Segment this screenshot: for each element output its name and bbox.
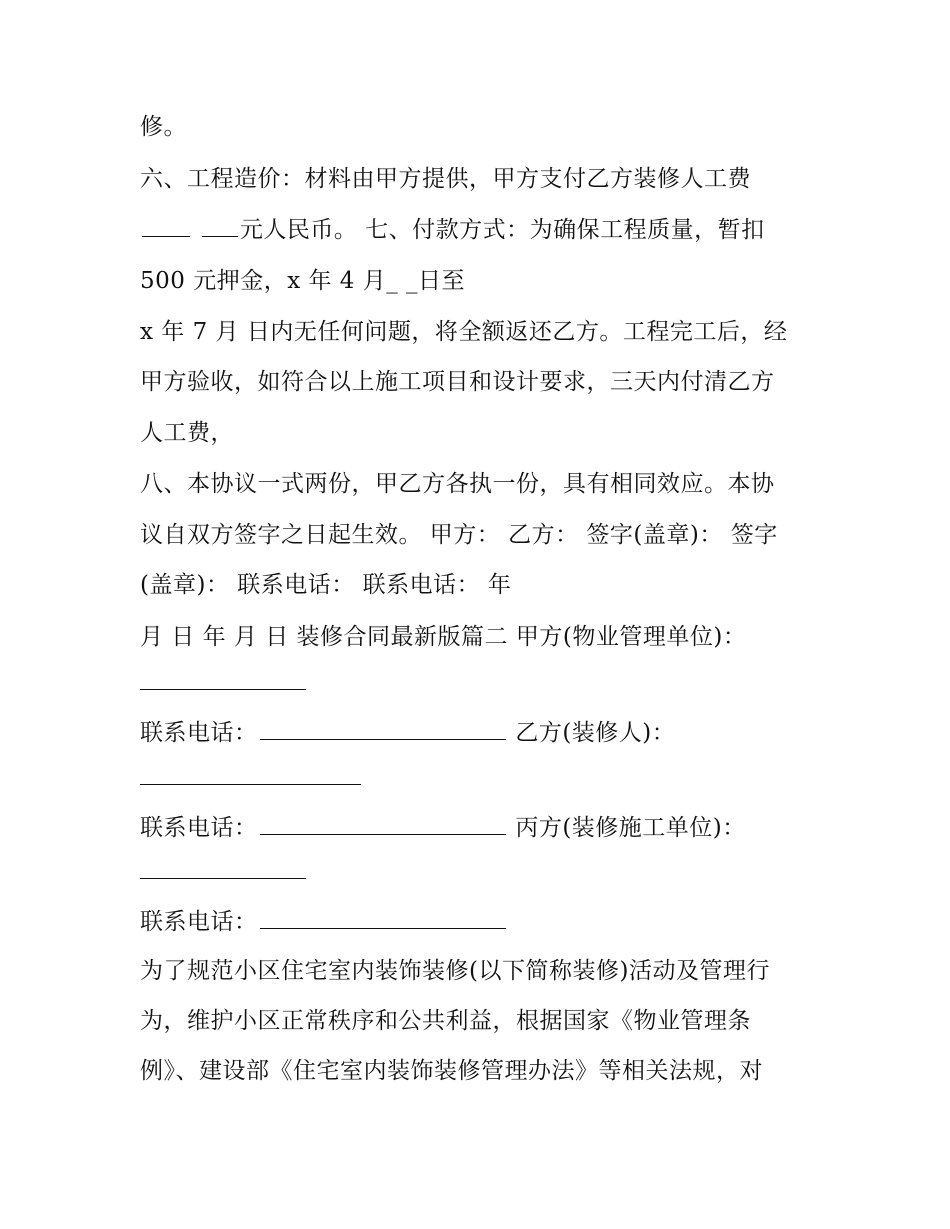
phone-blank-line <box>260 906 506 929</box>
signature-blank-line <box>140 878 306 880</box>
phone-blank-line <box>260 812 506 835</box>
line-text: (盖章)： 联系电话： 联系电话： 年 <box>140 572 512 598</box>
line-text: 为，维护小区正常秩序和公共利益，根据国家《物业管理条 <box>140 1008 751 1034</box>
text-line <box>140 317 820 347</box>
phone-blank-line <box>260 717 506 740</box>
text-line <box>140 570 820 600</box>
text-line <box>140 1006 820 1036</box>
line-text: 为了规范小区住宅室内装饰装修(以下简称装修)活动及管理行 <box>140 958 770 984</box>
text-line <box>140 622 820 652</box>
text-line <box>140 906 820 937</box>
line-text: 乙方(装修人)： <box>515 720 676 746</box>
text-line <box>140 164 820 194</box>
line-text: 丙方(装修施工单位)： <box>515 815 746 841</box>
text-line <box>140 1056 820 1086</box>
line-text: 联系电话： <box>140 815 258 841</box>
text-line <box>140 112 820 142</box>
signature-blank-line <box>140 689 306 691</box>
line-text: 500 元押金，x 年 4 月_ _日至 <box>140 268 466 294</box>
line-text: 议自双方签字之日起生效。 甲方： 乙方： 签字(盖章)： 签字 <box>140 522 778 548</box>
signature-blank-line <box>140 784 361 786</box>
text-line <box>140 717 820 748</box>
text-line <box>140 812 820 843</box>
line-text: 例》、建设部《住宅室内装饰装修管理办法》等相关法规，对 <box>140 1058 763 1084</box>
blank-underline <box>142 214 190 237</box>
text-line <box>140 266 820 296</box>
line-text: x 年 7 月 日内无任何问题，将全额返还乙方。工程完工后，经 <box>140 319 788 345</box>
text-line <box>140 367 820 397</box>
blank-underline <box>202 214 238 237</box>
text-line <box>140 956 820 986</box>
line-text: 元人民币。 七、付款方式：为确保工程质量，暂扣 <box>239 217 765 243</box>
line-text: 修。 <box>140 114 187 140</box>
line-text: 甲方验收，如符合以上施工项目和设计要求，三天内付清乙方 <box>140 369 775 395</box>
text-line <box>140 214 820 245</box>
text-line <box>140 418 820 448</box>
line-text: 月 日 年 月 日 装修合同最新版篇二 甲方(物业管理单位)： <box>140 624 747 650</box>
line-text: 联系电话： <box>140 909 258 935</box>
line-text: 八、本协议一式两份，甲乙方各执一份，具有相同效应。本协 <box>140 471 775 497</box>
line-text: 人工费， <box>140 420 234 446</box>
line-text: 联系电话： <box>140 720 258 746</box>
text-line <box>140 469 820 499</box>
line-text: 六、工程造价：材料由甲方提供，甲方支付乙方装修人工费 <box>140 166 751 192</box>
text-line <box>140 520 820 550</box>
